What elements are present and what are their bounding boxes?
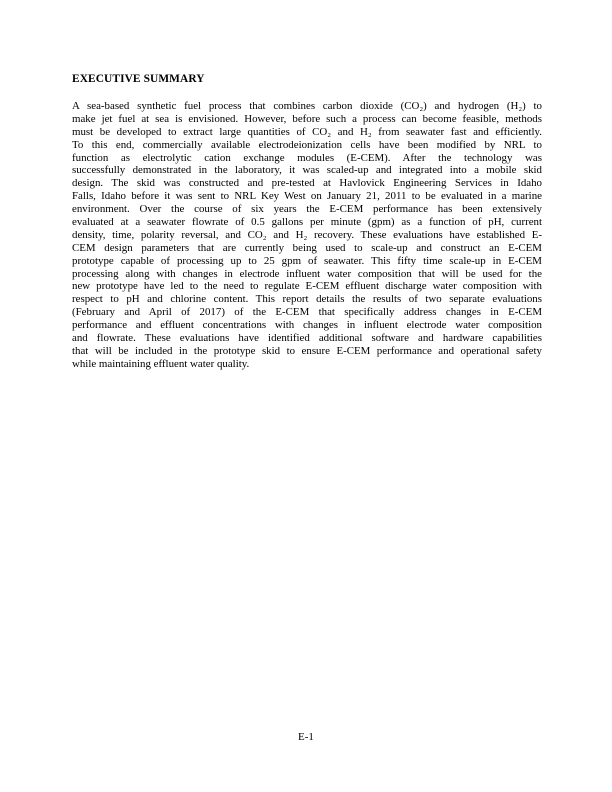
paragraph-line: A sea-based synthetic fuel process that combines carbon dioxide (CO₂) and hydrogen (H₂) to	[72, 100, 542, 112]
paragraph-line: processing along with changes in electrode influent water composition that will be used for the	[72, 267, 542, 280]
paragraph-line: make jet fuel at sea is envisioned. However, before such a process can become feasible, methods	[72, 112, 542, 125]
paragraph-line: that will be included in the prototype skid to ensure E-CEM performance and operational safety	[72, 344, 542, 357]
paragraph-line: and flowrate. These evaluations have identified additional software and hardware capabilities	[72, 332, 542, 345]
paragraph-line: respect to pH and chlorine content. This report details the results of two separate evaluations	[72, 293, 542, 306]
paragraph-line: design. The skid was constructed and pre-tested at Havlovick Engineering Services in Idaho	[72, 177, 542, 190]
section-heading: EXECUTIVE SUMMARY	[72, 73, 205, 85]
paragraph-line: function as electrolytic cation exchange modules (E-CEM). After the technology was	[72, 151, 542, 164]
paragraph-line: while maintaining effluent water quality.	[72, 357, 250, 370]
paragraph-line: new prototype have led to the need to regulate E-CEM effluent discharge water composition with	[72, 280, 542, 293]
paragraph-line: (February and April of 2017) of the E-CEM that specifically address changes in E-CEM	[72, 306, 542, 319]
paragraph-line: CEM design parameters that are currently being used to scale-up and construct an E-CEM	[72, 241, 542, 254]
paragraph-line: successfully demonstrated in the laboratory, it was scaled-up and integrated into a mobile skid	[72, 164, 542, 177]
paragraph-line: density, time, polarity reversal, and CO₂ and H₂ recovery. These evaluations have established E-	[72, 228, 542, 241]
paragraph-line: prototype capable of processing up to 25 gpm of seawater. This fifty time scale-up in E-CEM	[72, 254, 542, 267]
page-number: E-1	[298, 731, 314, 743]
paragraph-line: performance and effluent concentrations with changes in influent electrode water composition	[72, 319, 542, 332]
paragraph-line: Falls, Idaho before it was sent to NRL Key West on January 21, 2011 to be evaluated in a marine	[72, 190, 542, 203]
executive-summary-paragraph	[72, 100, 542, 371]
paragraph-line: environment. Over the course of six years the E-CEM performance has been extensively	[72, 203, 542, 216]
paragraph-line: To this end, commercially available electrodeionization cells have been modified by NRL to	[72, 138, 542, 151]
paragraph-line: must be developed to extract large quantities of CO₂ and H₂ from seawater fast and efficiently.	[72, 125, 542, 138]
paragraph-line: evaluated at a seawater flowrate of 0.5 gallons per minute (gpm) as a function of pH, current	[72, 216, 542, 229]
